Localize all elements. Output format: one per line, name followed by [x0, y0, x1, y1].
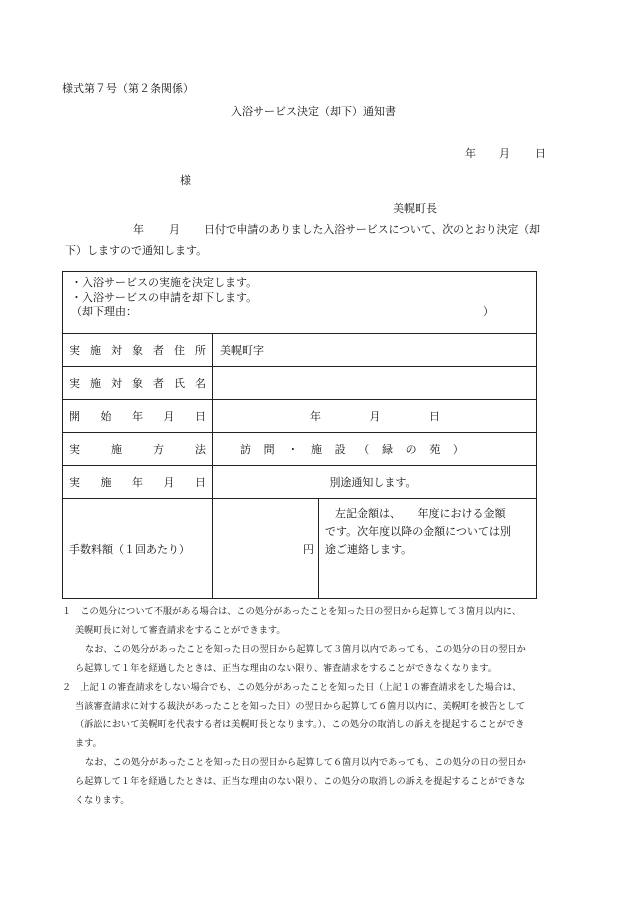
decision-option-reject: ・入浴サービスの申請を却下します。: [71, 290, 258, 304]
note-1-line-3: なお、この処分があったことを知った日の翌日から起算して３箇月以内であっても、この処分の日の翌日か: [85, 643, 526, 655]
implementation-date-label-cell: [63, 466, 213, 499]
note-1-line-1: １ この処分について不服がある場合は、この処分があったことを知った日の翌日から起算して３箇月以内に、: [62, 606, 522, 617]
note-2-line-2: 当該審査請求に対する裁決があったことを知った日）の翌日から起算して６箇月以内に、美幌町を被告として: [75, 700, 526, 712]
note-1-line-4: ら起算して１年を経過したときは、正当な理由のない限り、審査請求をすることができなくなります。: [75, 662, 497, 674]
method-label: 実 施 方 法: [69, 443, 206, 456]
note-2-line-1: ２ 上記１の審査請求をしない場合でも、この処分があったことを知った日（上記１の審査請求をした場合は、: [62, 681, 522, 693]
name-value: [213, 367, 537, 400]
name-label-cell: [63, 367, 213, 400]
note-1-line-2: 美幌町長に対して審査請求をすることができます。: [75, 624, 286, 636]
date-day: 日: [535, 147, 546, 160]
implementation-date-value: 別途通知します。: [213, 466, 537, 499]
start-date-label: 開 始 年 月 日: [69, 410, 206, 423]
intro-line-1: 日付で申請のありました入浴サービスについて、次のとおり決定（却: [204, 223, 540, 236]
intro-line-2: 下）しますので通知します。: [65, 244, 208, 257]
note-2-line-7: くなります。: [75, 795, 130, 807]
addressee-suffix: 様: [180, 174, 191, 187]
start-date-value: 年 月 日: [213, 400, 537, 433]
fee-unit: 円: [303, 542, 314, 556]
decision-table: [62, 271, 537, 599]
form-number: 様式第７号（第２条関係）: [62, 82, 194, 95]
reject-reason-close: ）: [483, 305, 495, 318]
fee-amount: [213, 499, 319, 599]
date-year: 年: [465, 147, 476, 160]
intro-month: 月: [169, 223, 180, 236]
address-label-cell: [63, 334, 213, 367]
fee-note: 左記金額は、 年度における金額 です。次年度以降の金額については別 途ご連絡します。: [319, 499, 537, 599]
document-title: 入浴サービス決定（却下）通知書: [231, 105, 396, 118]
date-month: 月: [499, 147, 510, 160]
start-date-label-cell: [63, 400, 213, 433]
name-label: 実 施 対 象 者 氏 名: [69, 377, 206, 390]
issuer: 美幌町長: [393, 202, 437, 215]
implementation-date-label: 実 施 年 月 日: [69, 476, 206, 489]
intro-year: 年: [133, 223, 144, 236]
notes-section: [62, 603, 526, 811]
address-value: 美幌町字: [213, 334, 537, 367]
decision-options-cell: [63, 272, 537, 334]
note-2-line-4: ます。: [75, 738, 102, 750]
note-2-line-5: なお、この処分があったことを知った日の翌日から起算して６箇月以内であっても、この処分の日の翌日か: [85, 757, 526, 769]
method-label-cell: [63, 433, 213, 466]
address-label: 実 施 対 象 者 住 所: [69, 344, 206, 357]
fee-label: 手数料額（１回あたり）: [63, 499, 213, 599]
reject-reason-label: （却下理由：: [71, 305, 137, 318]
note-2-line-3: （訴訟において美幌町を代表する者は美幌町長となります。）、この処分の取消しの訴えを提起することができ: [75, 719, 525, 731]
note-2-line-6: ら起算して１年を経過したときは、正当な理由のない限り、この処分の取消しの訴えを提起することができな: [75, 776, 526, 788]
decision-option-approve: ・入浴サービスの実施を決定します。: [71, 276, 258, 289]
method-value: 訪 問 ・ 施 設 （ 緑 の 苑 ）: [213, 433, 537, 466]
